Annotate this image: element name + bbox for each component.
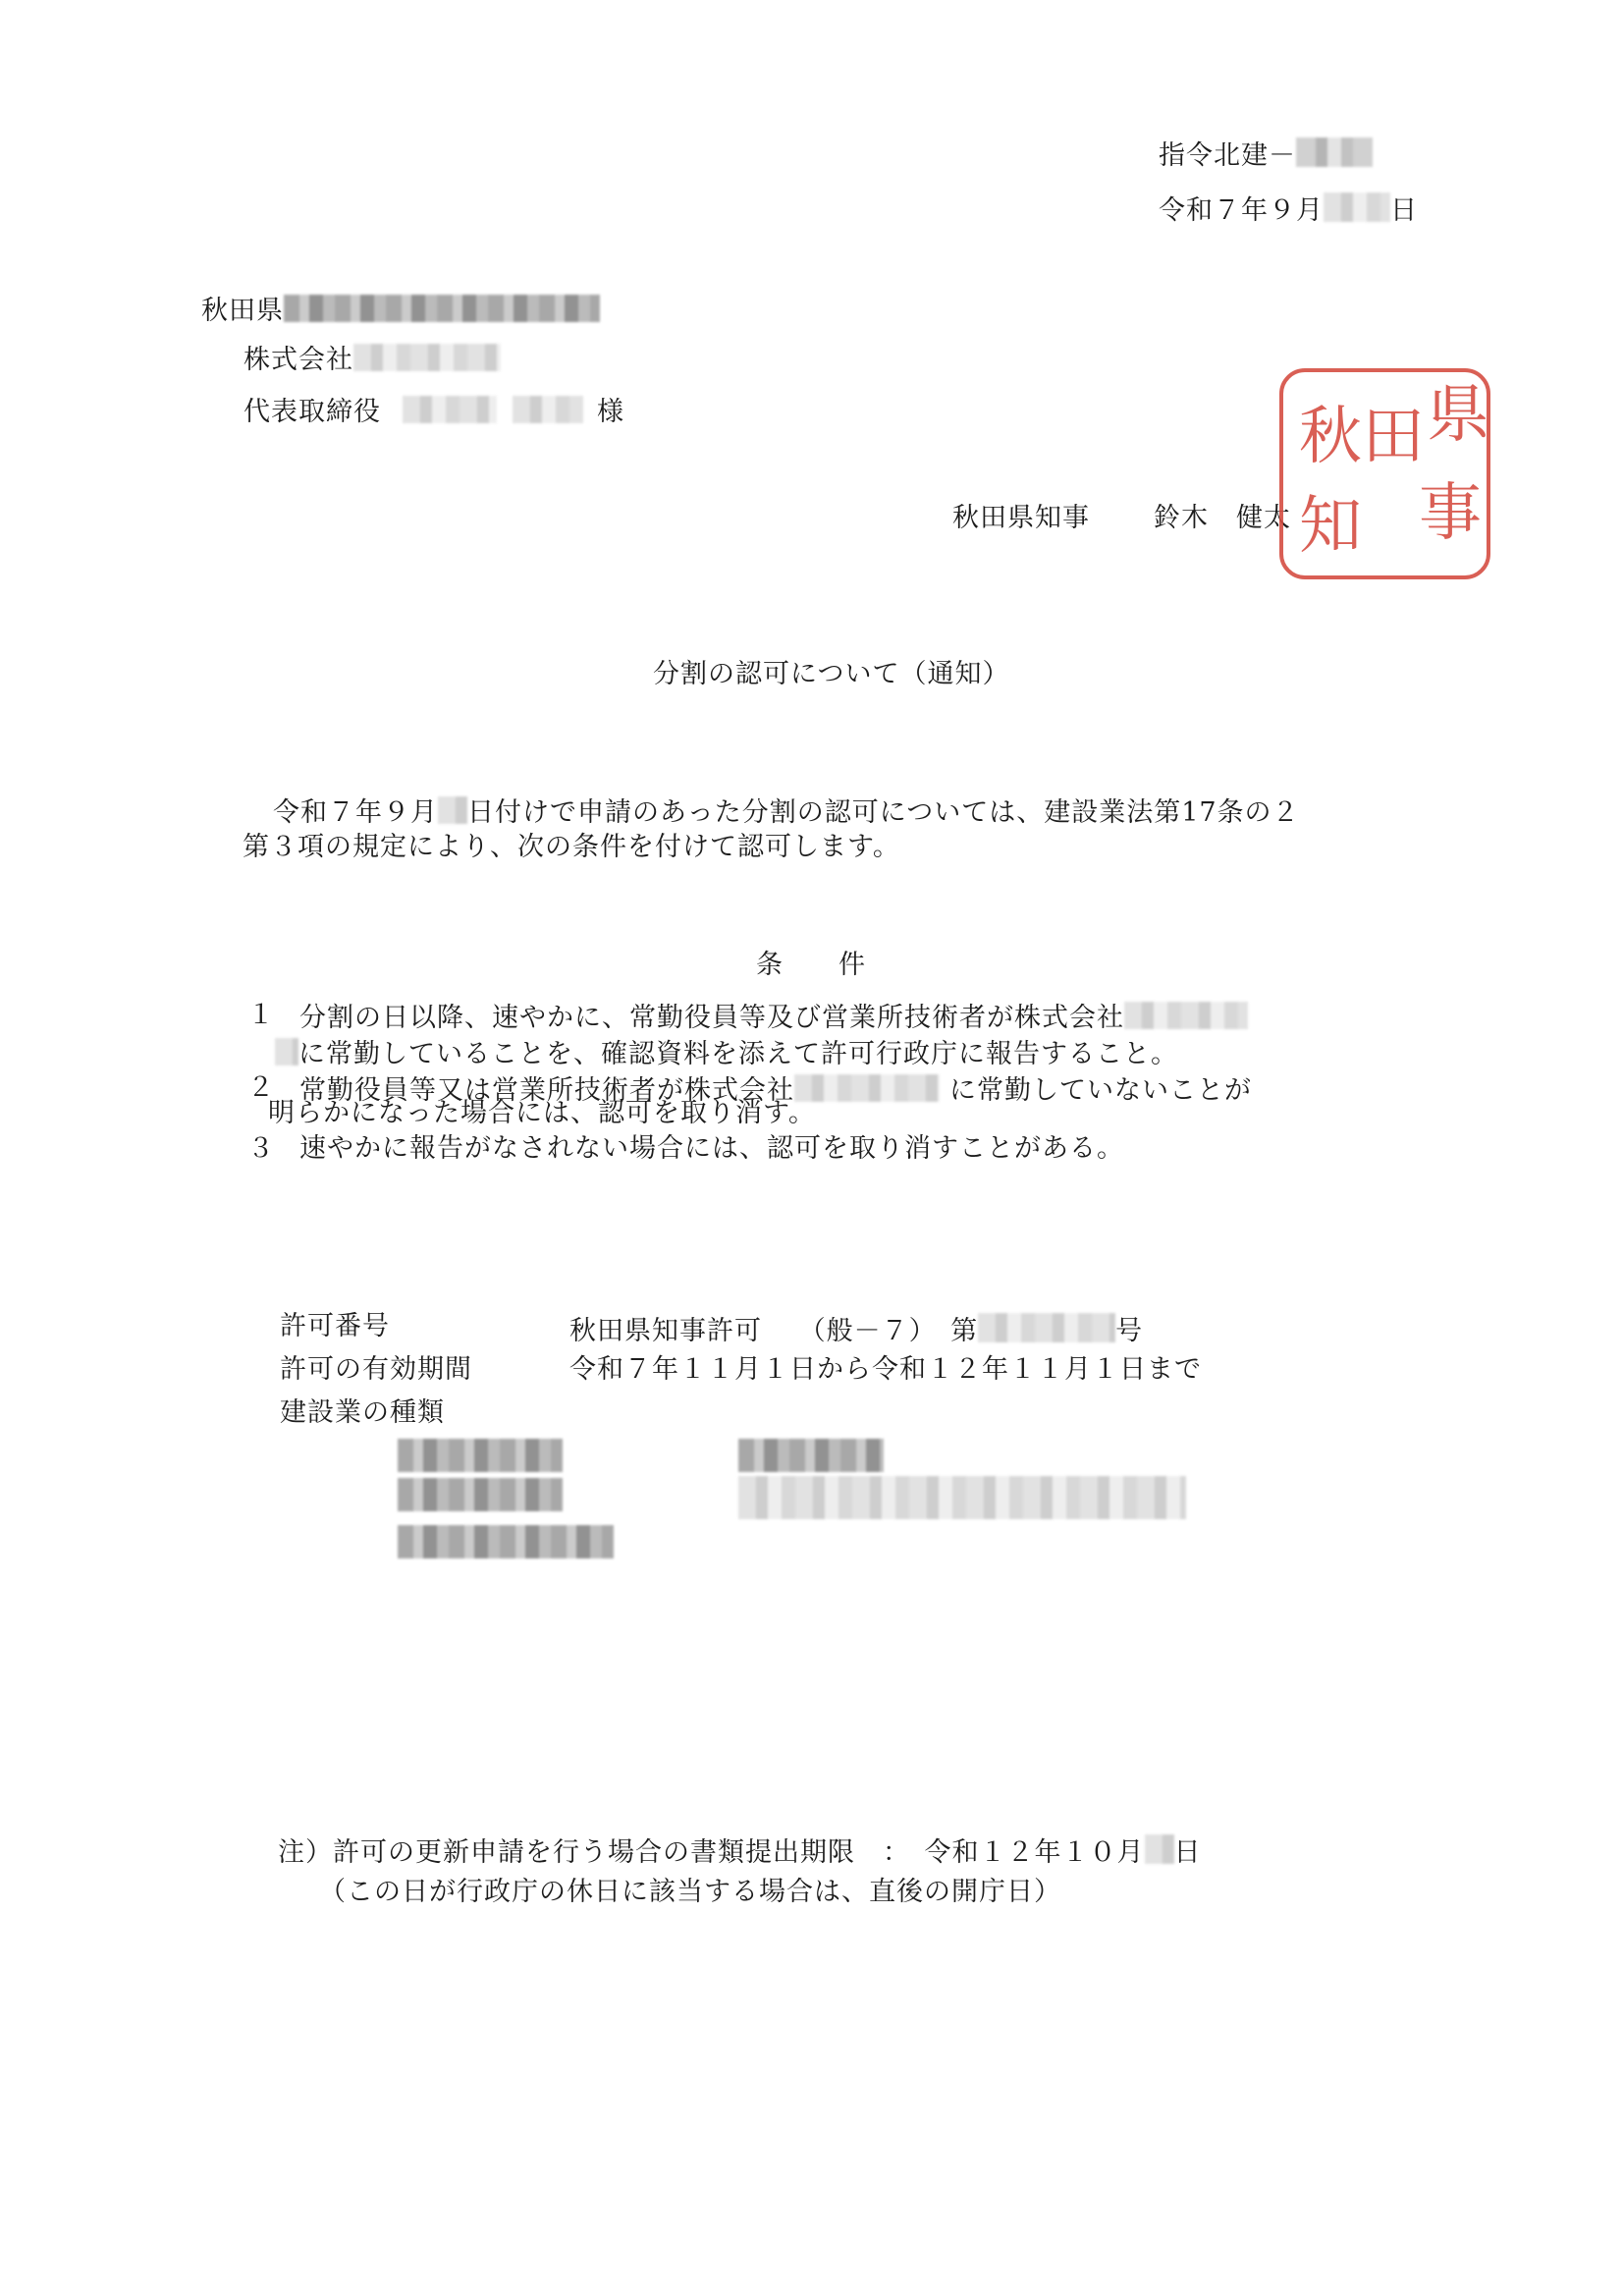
seal-char: 知 — [1299, 490, 1362, 563]
permit-period-label: 許可の有効期間 — [280, 1354, 472, 1385]
official-seal — [1279, 368, 1490, 579]
condition-2-number: ２ — [247, 1072, 275, 1103]
redacted-day — [1324, 192, 1390, 222]
issue-date-prefix: 令和７年９月 — [1159, 195, 1324, 226]
condition-1-line-2 — [275, 1038, 1178, 1067]
addressee-representative — [243, 396, 624, 425]
redacted-company — [353, 344, 501, 371]
redacted-business-type — [738, 1439, 884, 1472]
sender-title: 秋田県知事 — [952, 503, 1090, 533]
reference-prefix: 指令北建－ — [1159, 140, 1296, 171]
redacted-deadline-day — [1145, 1834, 1174, 1864]
body-line-2: 第３項の規定により、次の条件を付けて認可します。 — [243, 832, 900, 862]
seal-char: 秋 — [1299, 401, 1362, 473]
redacted-business-type — [398, 1525, 614, 1558]
honorific: 様 — [597, 397, 624, 427]
reference-number — [1159, 137, 1373, 169]
permit-number-suffix: 号 — [1115, 1316, 1144, 1346]
redacted-address — [284, 295, 600, 322]
condition-1-text-a: 分割の日以降、速やかに、常勤役員等及び営業所技術者が株式会社 — [299, 1003, 1124, 1033]
seal-char: 事 — [1419, 477, 1482, 550]
condition-2-line-2: 明らかになった場合には、認可を取り消す。 — [268, 1098, 816, 1128]
addressee-company — [243, 344, 501, 373]
redacted-company — [794, 1074, 940, 1102]
permit-number-text: 秋田県知事許可 （般－７） 第 — [569, 1316, 979, 1346]
redacted-reference — [1296, 137, 1373, 167]
redacted-business-type — [398, 1478, 563, 1511]
document-title: 分割の認可について（通知） — [653, 659, 1010, 689]
permit-period-value: 令和７年１１月１日から令和１２年１１月１日まで — [569, 1354, 1202, 1385]
redacted-application-day — [438, 796, 467, 824]
renewal-note-line-2: （この日が行政庁の休日に該当する場合は、直後の開庁日） — [319, 1877, 1061, 1907]
seal-char: 県 — [1427, 379, 1489, 452]
sender-name: 鈴木 健太 — [1154, 503, 1291, 533]
redacted-rep-given-name — [513, 396, 583, 423]
conditions-heading: 条 件 — [756, 950, 866, 980]
renewal-note-line-1 — [278, 1834, 1202, 1866]
company-prefix: 株式会社 — [243, 345, 353, 375]
condition-3-text: 速やかに報告がなされない場合には、認可を取り消すことがある。 — [299, 1133, 1124, 1164]
renewal-note-suffix: 日 — [1173, 1837, 1202, 1868]
addressee-address — [201, 295, 600, 324]
issue-date — [1159, 192, 1418, 224]
condition-2-text-b: に常勤していないことが — [949, 1075, 1252, 1106]
condition-2-text-a: 常勤役員等又は営業所技術者が株式会社 — [299, 1075, 794, 1106]
redacted-business-type — [738, 1476, 1186, 1519]
addressee-prefecture: 秋田県 — [201, 296, 284, 326]
redacted-company — [275, 1038, 298, 1066]
rep-title: 代表取締役 — [243, 397, 381, 427]
condition-1-number: １ — [247, 1000, 275, 1030]
permit-number-value — [569, 1313, 1143, 1344]
seal-char: 田 — [1362, 401, 1425, 473]
renewal-note-text: 注）許可の更新申請を行う場合の書類提出期限 ： 令和１２年１０月 — [278, 1837, 1145, 1868]
permit-number-label: 許可番号 — [280, 1311, 390, 1341]
redacted-permit-number — [978, 1313, 1115, 1342]
body-line-1 — [273, 796, 1300, 826]
issue-date-suffix: 日 — [1390, 195, 1418, 226]
redacted-rep-surname — [403, 396, 497, 423]
condition-1-text-b: に常勤していることを、確認資料を添えて許可行政庁に報告すること。 — [298, 1039, 1178, 1069]
redacted-business-type — [398, 1439, 563, 1472]
permit-type-label: 建設業の種類 — [280, 1397, 445, 1428]
body-date-prefix: 令和７年９月 — [273, 797, 438, 828]
redacted-company — [1124, 1002, 1248, 1029]
condition-3-number: ３ — [247, 1133, 275, 1164]
condition-1-line-1 — [299, 1002, 1248, 1031]
body-line-1-rest: 日付けで申請のあった分割の認可については、建設業法第17条の２ — [467, 797, 1300, 828]
